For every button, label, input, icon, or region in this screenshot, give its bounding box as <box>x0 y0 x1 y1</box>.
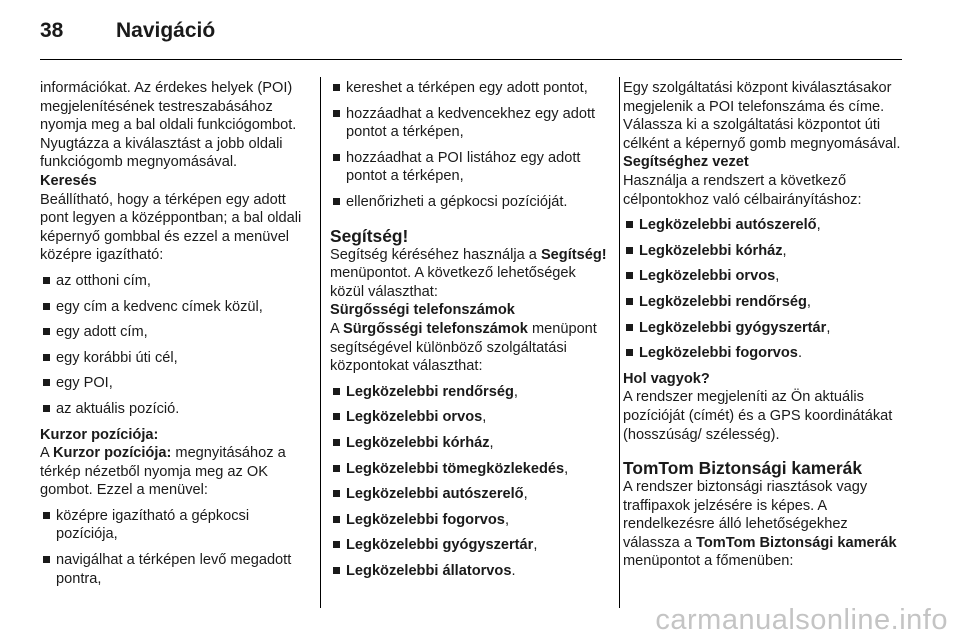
bullet-icon <box>43 354 50 361</box>
list-item <box>40 507 312 544</box>
list-item <box>330 79 610 98</box>
list-item-text: Legközelebbi autószerelő <box>639 217 817 234</box>
service-paragraph: Egy szolgáltatási központ kiválasztásakor megjelenik a POI telefonszáma és címe. Válassza ki a szolgáltatási központot úti célként a képernyő gomb megnyomásával. <box>623 80 901 152</box>
list-item <box>40 349 312 368</box>
where-heading: Hol vagyok? <box>623 370 710 387</box>
emergency-text-post: menüpont segítségével különböző szolgáltatási központokat választhat: <box>330 320 597 375</box>
tomtom-section-heading: TomTom Biztonsági kamerák <box>623 458 863 479</box>
list-item-suffix: , <box>482 409 487 426</box>
tomtom-term: TomTom Biztonsági kamerák <box>696 534 897 551</box>
bullet-icon <box>43 405 50 412</box>
emergency-heading: Sürgősségi telefonszámok <box>330 302 515 319</box>
list-item-suffix: , <box>504 511 509 528</box>
list-item <box>623 216 905 235</box>
cursor-text-post: megnyitásához a térkép nézetből nyomja meg az OK gombot. Ezzel a menüvel: <box>40 445 286 499</box>
bullet-icon <box>333 541 340 548</box>
list-item-text: Legközelebbi orvos <box>346 409 483 426</box>
list-item-text: navigálhat a térképen levő megadott pontra, <box>56 552 292 587</box>
help-text-pre: Segítség kéréséhez használja a <box>330 246 541 263</box>
bullet-icon <box>333 465 340 472</box>
list-item <box>330 562 610 581</box>
help-leads-paragraph: Használja a rendszert a következő célpontokhoz való célbairányításhoz: <box>623 172 862 208</box>
list-item <box>330 536 610 555</box>
list-item <box>623 267 905 286</box>
list-item-suffix: , <box>806 293 811 310</box>
column-3 <box>623 79 905 571</box>
bullet-icon <box>43 556 50 563</box>
tomtom-text-pre: A rendszer biztonsági riasztások vagy traffipaxok jelzésére is képes. A rendelkezésre álló lehetőségekhez válassza a <box>623 479 868 551</box>
bullet-icon <box>333 154 340 161</box>
list-item-suffix: , <box>513 383 518 400</box>
cursor-list <box>40 507 312 588</box>
list-item-text: Legközelebbi rendőrség <box>346 383 514 400</box>
list-item-suffix: , <box>489 434 494 451</box>
list-item-suffix: , <box>564 460 569 477</box>
list-item <box>623 293 905 312</box>
list-item-text: Legközelebbi fogorvos <box>346 511 505 528</box>
tomtom-text-post: menüpontot a főmenüben: <box>623 553 794 570</box>
list-item <box>330 149 610 186</box>
list-item <box>623 242 905 261</box>
list-item <box>330 511 610 530</box>
tomtom-paragraph <box>623 478 905 571</box>
list-item-text: hozzáadhat a POI listához egy adott pontot a térképen, <box>346 149 581 185</box>
bullet-icon <box>333 198 340 205</box>
list-item <box>330 460 610 479</box>
list-item <box>40 272 312 291</box>
list-item-text: hozzáadhat a kedvencekhez egy adott pontot a térképen, <box>346 105 596 141</box>
list-item <box>330 485 610 504</box>
list-item-text: az otthoni cím, <box>56 272 151 289</box>
bullet-icon <box>43 328 50 335</box>
column-1 <box>40 79 312 588</box>
list-item <box>330 105 610 142</box>
list-item <box>330 193 610 212</box>
list-item-suffix: . <box>511 562 516 579</box>
cursor-paragraph <box>40 444 312 500</box>
column-divider-2 <box>619 77 620 608</box>
list-item-text: Legközelebbi gyógyszertár <box>346 537 534 554</box>
bullet-icon <box>333 516 340 523</box>
list-item-text: Legközelebbi rendőrség <box>639 293 807 310</box>
bullet-icon <box>333 490 340 497</box>
list-item-text: Legközelebbi autószerelő <box>346 486 524 503</box>
page-title: Navigáció <box>116 19 216 42</box>
list-item-text: Legközelebbi kórház <box>639 242 783 259</box>
list-item-text: az aktuális pozíció. <box>56 400 180 417</box>
help-section-heading: Segítség! <box>330 225 409 246</box>
bullet-icon <box>333 110 340 117</box>
list-item-suffix: , <box>816 217 821 234</box>
list-item <box>40 551 312 588</box>
help-text-post: menüpontot. A következő lehetőségek közül választhat: <box>330 265 576 300</box>
search-list <box>40 272 312 419</box>
bullet-icon <box>43 512 50 519</box>
list-item-text: egy korábbi úti cél, <box>56 349 178 366</box>
list-item-text: Legközelebbi állatorvos <box>346 562 512 579</box>
emergency-paragraph <box>330 320 610 376</box>
list-item <box>40 374 312 393</box>
list-item <box>330 408 610 427</box>
list-item <box>623 344 905 363</box>
emergency-list <box>330 383 610 581</box>
help-paragraph <box>330 246 610 302</box>
search-paragraph: Beállítható, hogy a térképen egy adott pont legyen a középpontban; a bal oldali képernyő gombbal és ezzel a menüvel középre igazítható: <box>40 191 302 264</box>
list-item-suffix: , <box>523 486 528 503</box>
list-item-text: Legközelebbi fogorvos <box>639 345 798 362</box>
list-item-text: Legközelebbi kórház <box>346 434 490 451</box>
list-item <box>40 298 312 317</box>
cursor-heading: Kurzor pozíciója: <box>40 426 159 443</box>
list-item-text: Legközelebbi gyógyszertár <box>639 319 827 336</box>
bullet-icon <box>333 413 340 420</box>
bullet-icon <box>43 277 50 284</box>
list-item-text: Legközelebbi tömegközlekedés <box>346 460 565 477</box>
list-item <box>40 400 312 419</box>
bullet-icon <box>626 324 633 331</box>
bullet-icon <box>626 298 633 305</box>
list-item <box>40 323 312 342</box>
bullet-icon <box>626 221 633 228</box>
watermark: carmanualsonline.info <box>655 604 948 636</box>
intro-paragraph: információkat. Az érdekes helyek (POI) megjelenítésének testreszabásához nyomja meg a bal oldali funkciógombot. Nyugtázza a kiválasztást a jobb oldali funkciógomb megnyomásával. <box>40 80 297 171</box>
help-term: Segítség! <box>540 246 607 263</box>
list-item-text: egy adott cím, <box>56 324 148 341</box>
bullet-icon <box>333 388 340 395</box>
cursor-term: Kurzor pozíciója: <box>52 445 172 462</box>
help-leads-heading: Segítséghez vezet <box>623 154 749 171</box>
bullet-icon <box>43 303 50 310</box>
bullet-icon <box>626 272 633 279</box>
header-rule <box>40 59 902 60</box>
cursor-text-pre: A <box>40 445 53 462</box>
list-item-suffix: , <box>533 537 538 554</box>
list-item-suffix: . <box>797 345 802 362</box>
bullet-icon <box>333 567 340 574</box>
list-item-text: ellenőrizheti a gépkocsi pozícióját. <box>346 193 568 210</box>
list-item-text: kereshet a térképen egy adott pontot, <box>346 80 588 96</box>
page-number: 38 <box>40 19 64 42</box>
bullet-icon <box>333 84 340 91</box>
where-paragraph: A rendszer megjeleníti az Ön aktuális pozícióját (címét) és a GPS koordinátákat (hosszúság/ szélesség). <box>623 389 893 443</box>
list-item-text: egy cím a kedvenc címek közül, <box>56 298 263 315</box>
list-item-suffix: , <box>826 319 831 336</box>
bullet-icon <box>626 349 633 356</box>
column-divider-1 <box>320 77 321 608</box>
cursor-list-continued <box>330 79 610 212</box>
bullet-icon <box>333 439 340 446</box>
search-heading: Keresés <box>40 172 97 189</box>
emergency-term: Sürgősségi telefonszámok <box>342 320 528 337</box>
list-item-text: középre igazítható a gépkocsi pozíciója, <box>56 507 250 543</box>
list-item <box>623 319 905 338</box>
bullet-icon <box>43 379 50 386</box>
emergency-text-pre: A <box>330 320 343 337</box>
list-item-text: Legközelebbi orvos <box>639 268 776 285</box>
help-leads-list <box>623 216 905 363</box>
bullet-icon <box>626 247 633 254</box>
column-2 <box>330 79 610 580</box>
list-item <box>330 434 610 453</box>
list-item-suffix: , <box>775 268 780 285</box>
list-item-text: egy POI, <box>56 375 113 392</box>
list-item-suffix: , <box>782 242 787 259</box>
list-item <box>330 383 610 402</box>
